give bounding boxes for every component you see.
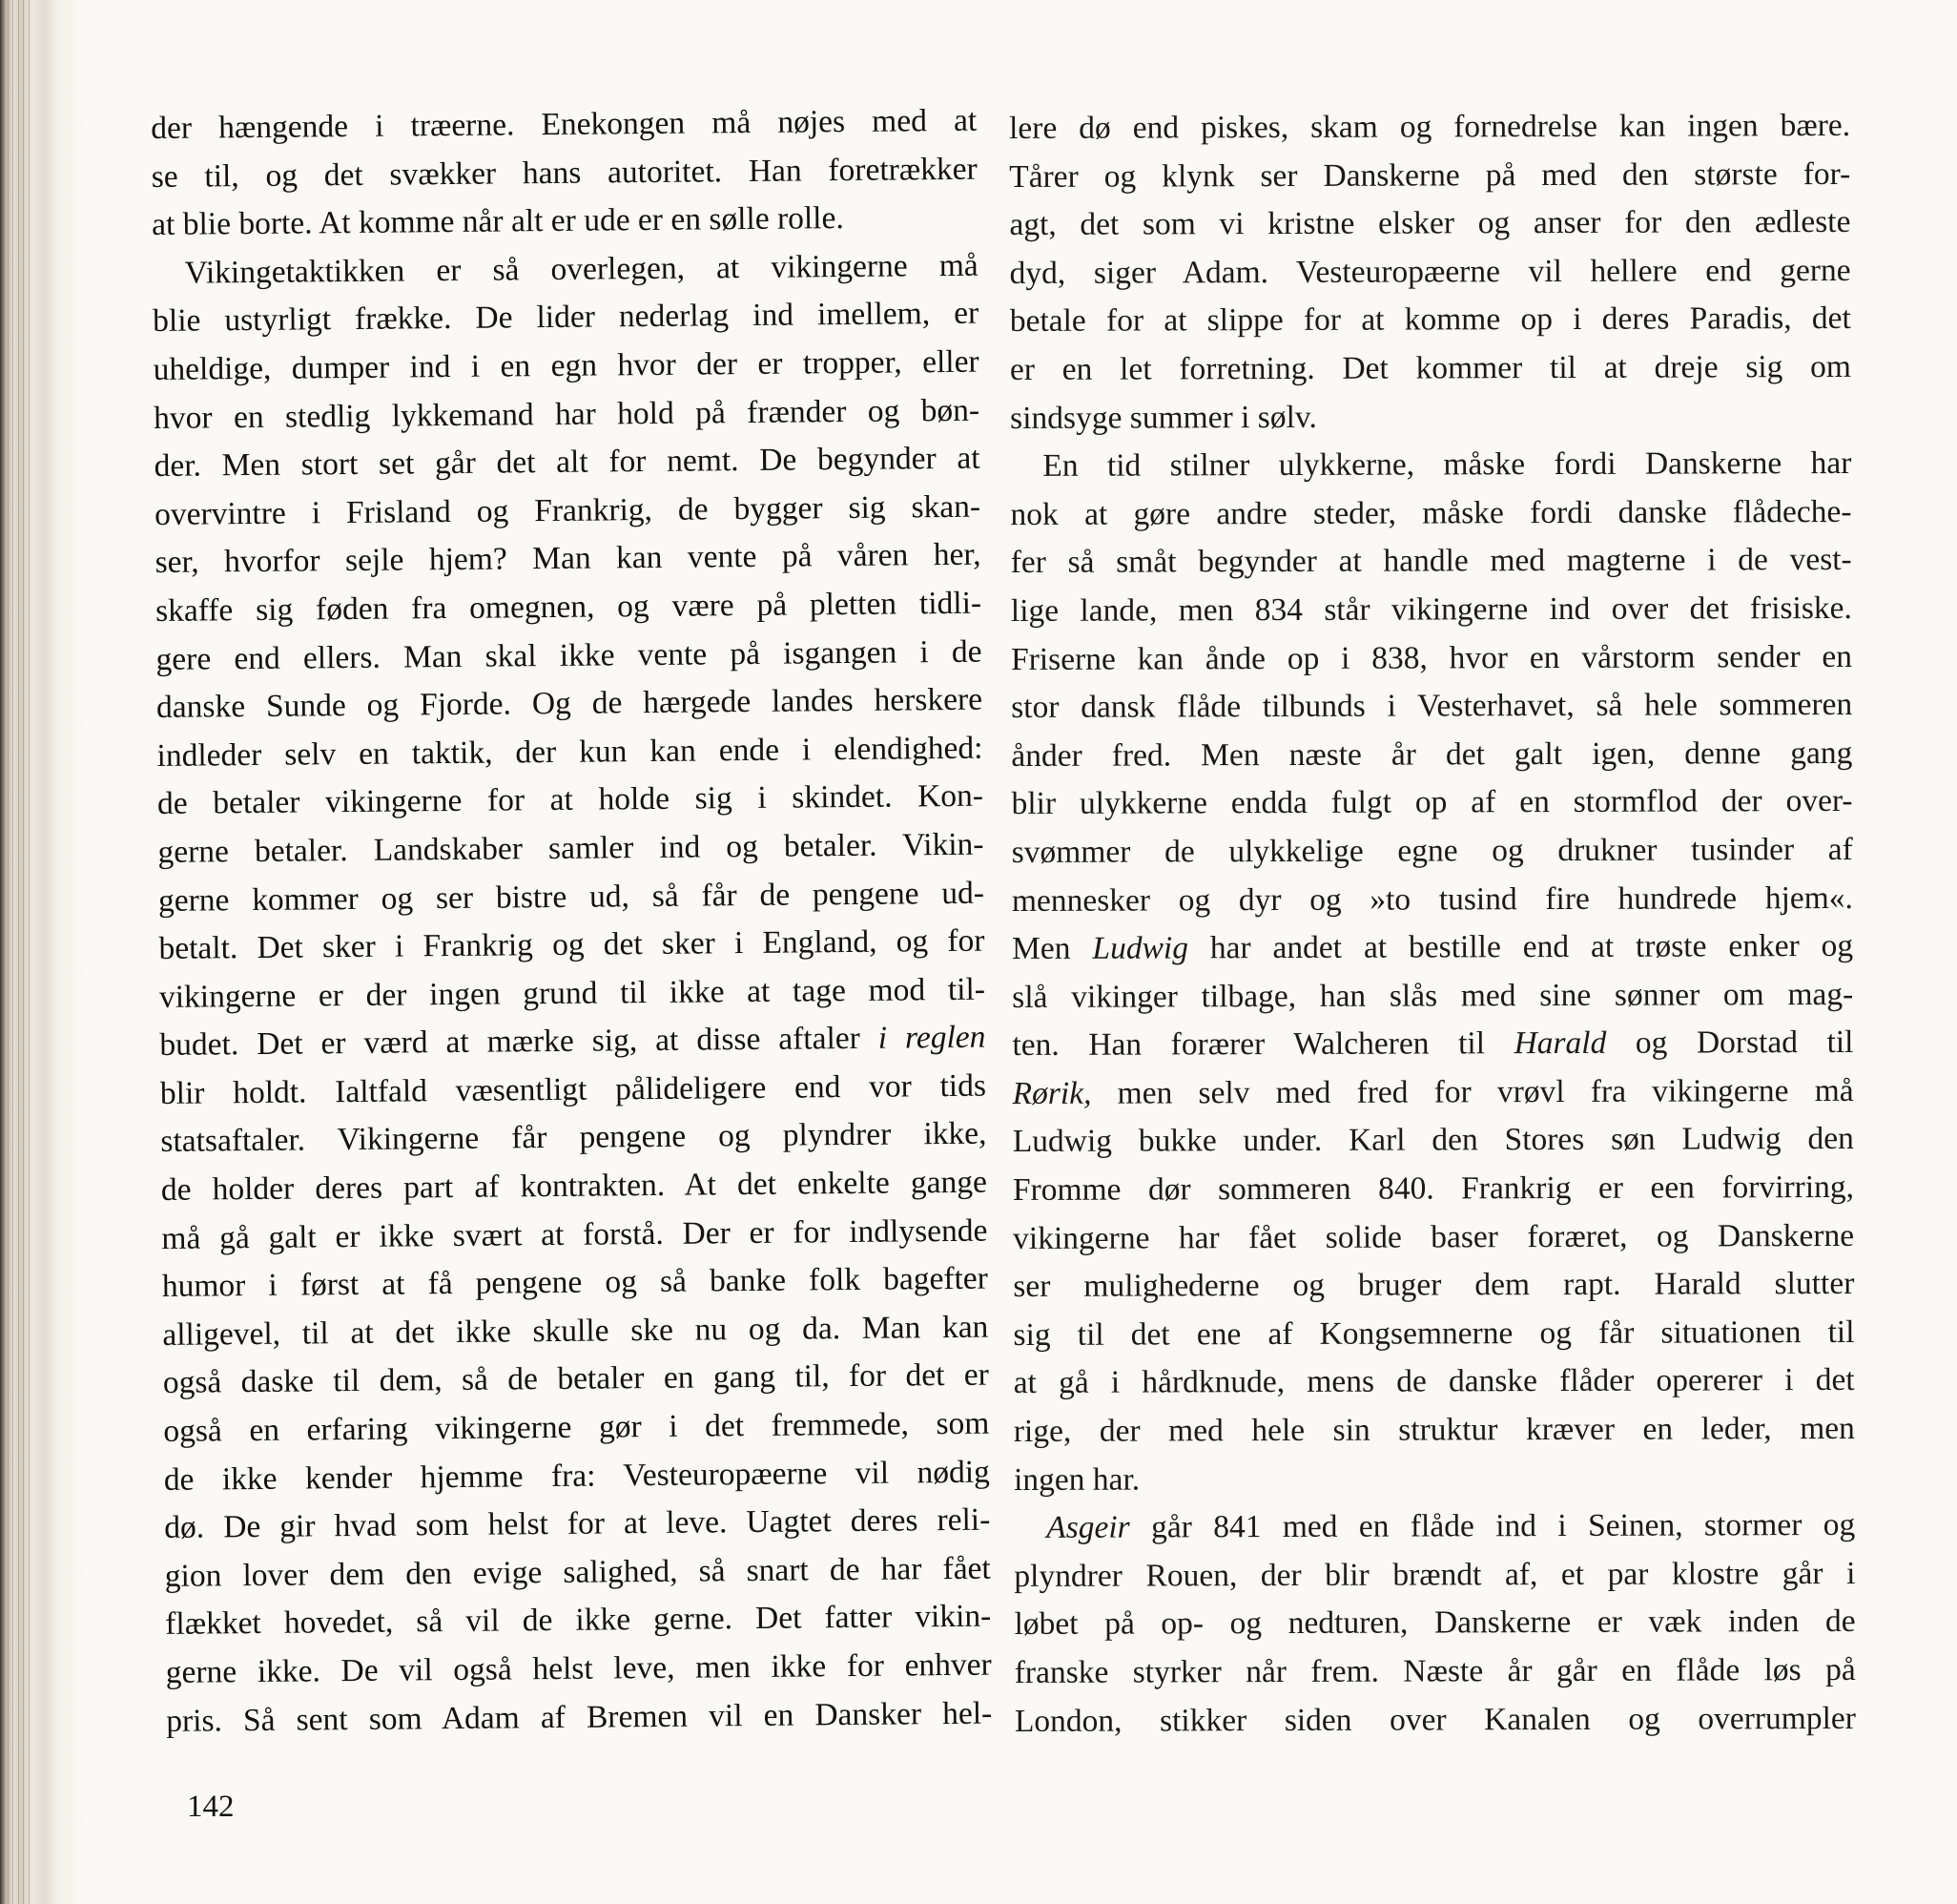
text-line: sindsyge summer i sølv. xyxy=(1010,399,1317,436)
text-line: ånder fred. Men næste år det galt igen, denne gang xyxy=(1011,735,1853,774)
text-line: også en erfaring vikingerne gør i det fremmede, som xyxy=(163,1405,990,1449)
text-line: gerne kommer og ser bistre ud, så får de pengene ud- xyxy=(157,875,985,919)
text-line: de holder deres part af kontrakten. At det enkelte gange xyxy=(160,1164,988,1209)
text-line: at blie borte. At komme når alt er ude er en sølle rolle. xyxy=(152,200,844,243)
text-line: Men Ludwig har andet at bestille end at trøste enker og xyxy=(1012,928,1854,967)
italic-name: Asgeir xyxy=(1046,1509,1130,1546)
text-line: stor dansk flåde tilbunds i Vesterhavet, så hele sommeren xyxy=(1011,687,1853,726)
text-line: lige lande, men 834 står vikingerne ind over det frisiske. xyxy=(1010,590,1852,629)
text-line: ser mulighederne og bruger dem rapt. Harald slutter xyxy=(1013,1266,1855,1305)
italic-phrase: i reglen xyxy=(877,1019,986,1057)
text-line: betale for at slippe for at komme op i deres Paradis, det xyxy=(1009,300,1851,340)
text-line: der hængende i træerne. Enekongen må nøjes med at xyxy=(151,102,978,146)
text-line: London, stikker siden over Kanalen og overrumpler xyxy=(1014,1700,1856,1739)
text-line: dyd, siger Adam. Vesteuropæerne vil hellere end gerne xyxy=(1009,252,1851,291)
italic-name: Ludwig xyxy=(1092,930,1189,966)
text-line: humor i først at få pengene og så banke folk bagefter xyxy=(161,1260,989,1305)
text-line: blir ulykkerne endda fulgt op af en stormflod der over- xyxy=(1011,783,1853,822)
text-line: svømmer de ulykkelige egne og drukner tusinder af xyxy=(1011,831,1853,870)
text-line: franske styrker når frem. Næste år går en flåde løs på xyxy=(1014,1651,1856,1690)
text-line: der. Men stort set går det alt for nemt. De begynder at xyxy=(154,440,980,485)
text-line: betalt. Det sker i Frankrig og det sker i England, og for xyxy=(158,922,985,967)
text-line: at gå i hårdknude, mens de danske flåder opererer i det xyxy=(1013,1362,1855,1401)
text-line: vikingerne er der ingen grund til ikke at tage mod til- xyxy=(158,971,986,1015)
text-line: løbet på op- og nedturen, Danskerne er væk inden de xyxy=(1014,1604,1856,1643)
italic-name: Harald xyxy=(1514,1025,1607,1062)
text-line: de betaler vikingerne for at holde sig i skindet. Kon- xyxy=(156,777,984,822)
text-line: vikingerne har fået solide baser foræret, og Danskerne xyxy=(1013,1217,1855,1256)
text-line: Ludwig bukke under. Karl den Stores søn Ludwig den xyxy=(1012,1121,1854,1160)
italic-name: Rørik, xyxy=(1012,1075,1092,1111)
text-line: En tid stilner ulykkerne, måske fordi Danskerne har xyxy=(1042,445,1852,485)
text-line: gerne betaler. Landskaber samler ind og betaler. Vikin- xyxy=(157,826,984,870)
text-line: flækket hovedet, så vil de ikke gerne. Det fatter vikin- xyxy=(165,1599,992,1643)
text-line: Friserne kan ånde op i 838, hvor en vårstorm sender en xyxy=(1010,638,1853,677)
text-line: Fromme dør sommeren 840. Frankrig er een forvirring, xyxy=(1012,1169,1855,1209)
text-line: se til, og det svækker hans autoritet. Han foretrækker xyxy=(151,151,978,195)
text-line: nok at gøre andre steder, måske fordi danske flådeche- xyxy=(1010,493,1852,532)
text-line: statsaftaler. Vikingerne får pengene og plyndrer ikke, xyxy=(160,1116,987,1160)
text-line: er en let forretning. Det kommer til at dreje sig om xyxy=(1009,348,1852,387)
text-line: uheldige, dumper ind i en egn hvor der er tropper, eller xyxy=(153,343,979,387)
text-line: sig til det ene af Kongsemnerne og får situationen til xyxy=(1013,1314,1855,1353)
text-line: pris. Så sent som Adam af Bremen vil en Dansker hel- xyxy=(166,1695,993,1739)
page-stack-edge xyxy=(0,0,86,1904)
text-line: plyndrer Rouen, der blir brændt af, et par klostre går i xyxy=(1014,1555,1856,1594)
text-line: budet. Det er værd at mærke sig, at disse aftaler i reglen xyxy=(159,1019,986,1064)
text-line: fer så småt begynder at handle med magterne i de vest- xyxy=(1010,542,1852,581)
text-line: mennesker og dyr og »to tusind fire hundrede hjem«. xyxy=(1011,880,1853,919)
text-line: også daske til dem, så de betaler en gang til, for det er xyxy=(162,1357,989,1401)
text-line: Vikingetaktikken er så overlegen, at vikingerne må xyxy=(184,247,978,291)
text-line: indleder selv en taktik, der kun kan ende i elendighed: xyxy=(156,730,983,774)
text-line: hvor en stedlig lykkemand har hold på frænder og bøn- xyxy=(153,392,980,436)
text-line: overvintre i Frisland og Frankrig, de bygger sig skan- xyxy=(154,488,981,532)
text-line: rige, der med hele sin struktur kræver en leder, men xyxy=(1013,1410,1855,1450)
text-line: skaffe sig føden fra omegnen, og være på pletten tidli- xyxy=(154,585,982,629)
text-line: slå vikinger tilbage, han slås med sine sønner om mag- xyxy=(1012,976,1854,1015)
text-line: gere end ellers. Man skal ikke vente på isgangen i de xyxy=(155,633,982,677)
text-line: må gå galt er ikke svært at forstå. Der er for indlysende xyxy=(161,1212,988,1256)
text-line: blir holdt. Ialtfald væsentligt pålideligere end vor tids xyxy=(159,1067,987,1111)
text-line: blie ustyrligt frække. De lider nederlag ind imellem, er xyxy=(153,296,979,340)
text-line: ten. Han forærer Walcheren til Harald og Dorstad til xyxy=(1012,1024,1854,1064)
text-line: de ikke kender hjemme fra: Vesteuropæerne vil nødig xyxy=(163,1454,990,1498)
text-line: gion lover dem den evige salighed, så snart de har fået xyxy=(164,1550,991,1594)
text-line: lere dø end piskes, skam og fornedrelse kan ingen bære. xyxy=(1009,107,1851,146)
text-line: Asgeir går 841 med en flåde ind i Seinen, stormer og xyxy=(1046,1507,1856,1546)
right-text-column xyxy=(1009,102,1856,1746)
text-line: gerne ikke. De vil også helst leve, men ikke for enhver xyxy=(165,1646,992,1690)
text-line: ingen har. xyxy=(1013,1461,1141,1498)
text-line: alligevel, til at det ikke skulle ske nu og da. Man kan xyxy=(162,1309,989,1353)
page-number: 142 xyxy=(187,1790,235,1824)
text-line: danske Sunde og Fjorde. Og de hærgede landes herskere xyxy=(155,681,983,726)
text-line: Tårer og klynk ser Danskerne på med den største for- xyxy=(1009,155,1851,195)
left-text-column xyxy=(151,97,992,1746)
text-line: Rørik, men selv med fred for vrøvl fra vikingerne må xyxy=(1012,1072,1854,1111)
text-line: dø. De gir hvad som helst for at leve. Uagtet deres reli- xyxy=(164,1501,991,1546)
text-line: ser, hvorfor sejle hjem? Man kan vente på våren her, xyxy=(154,537,981,581)
text-line: agt, det som vi kristne elsker og anser for den ædleste xyxy=(1009,204,1851,243)
